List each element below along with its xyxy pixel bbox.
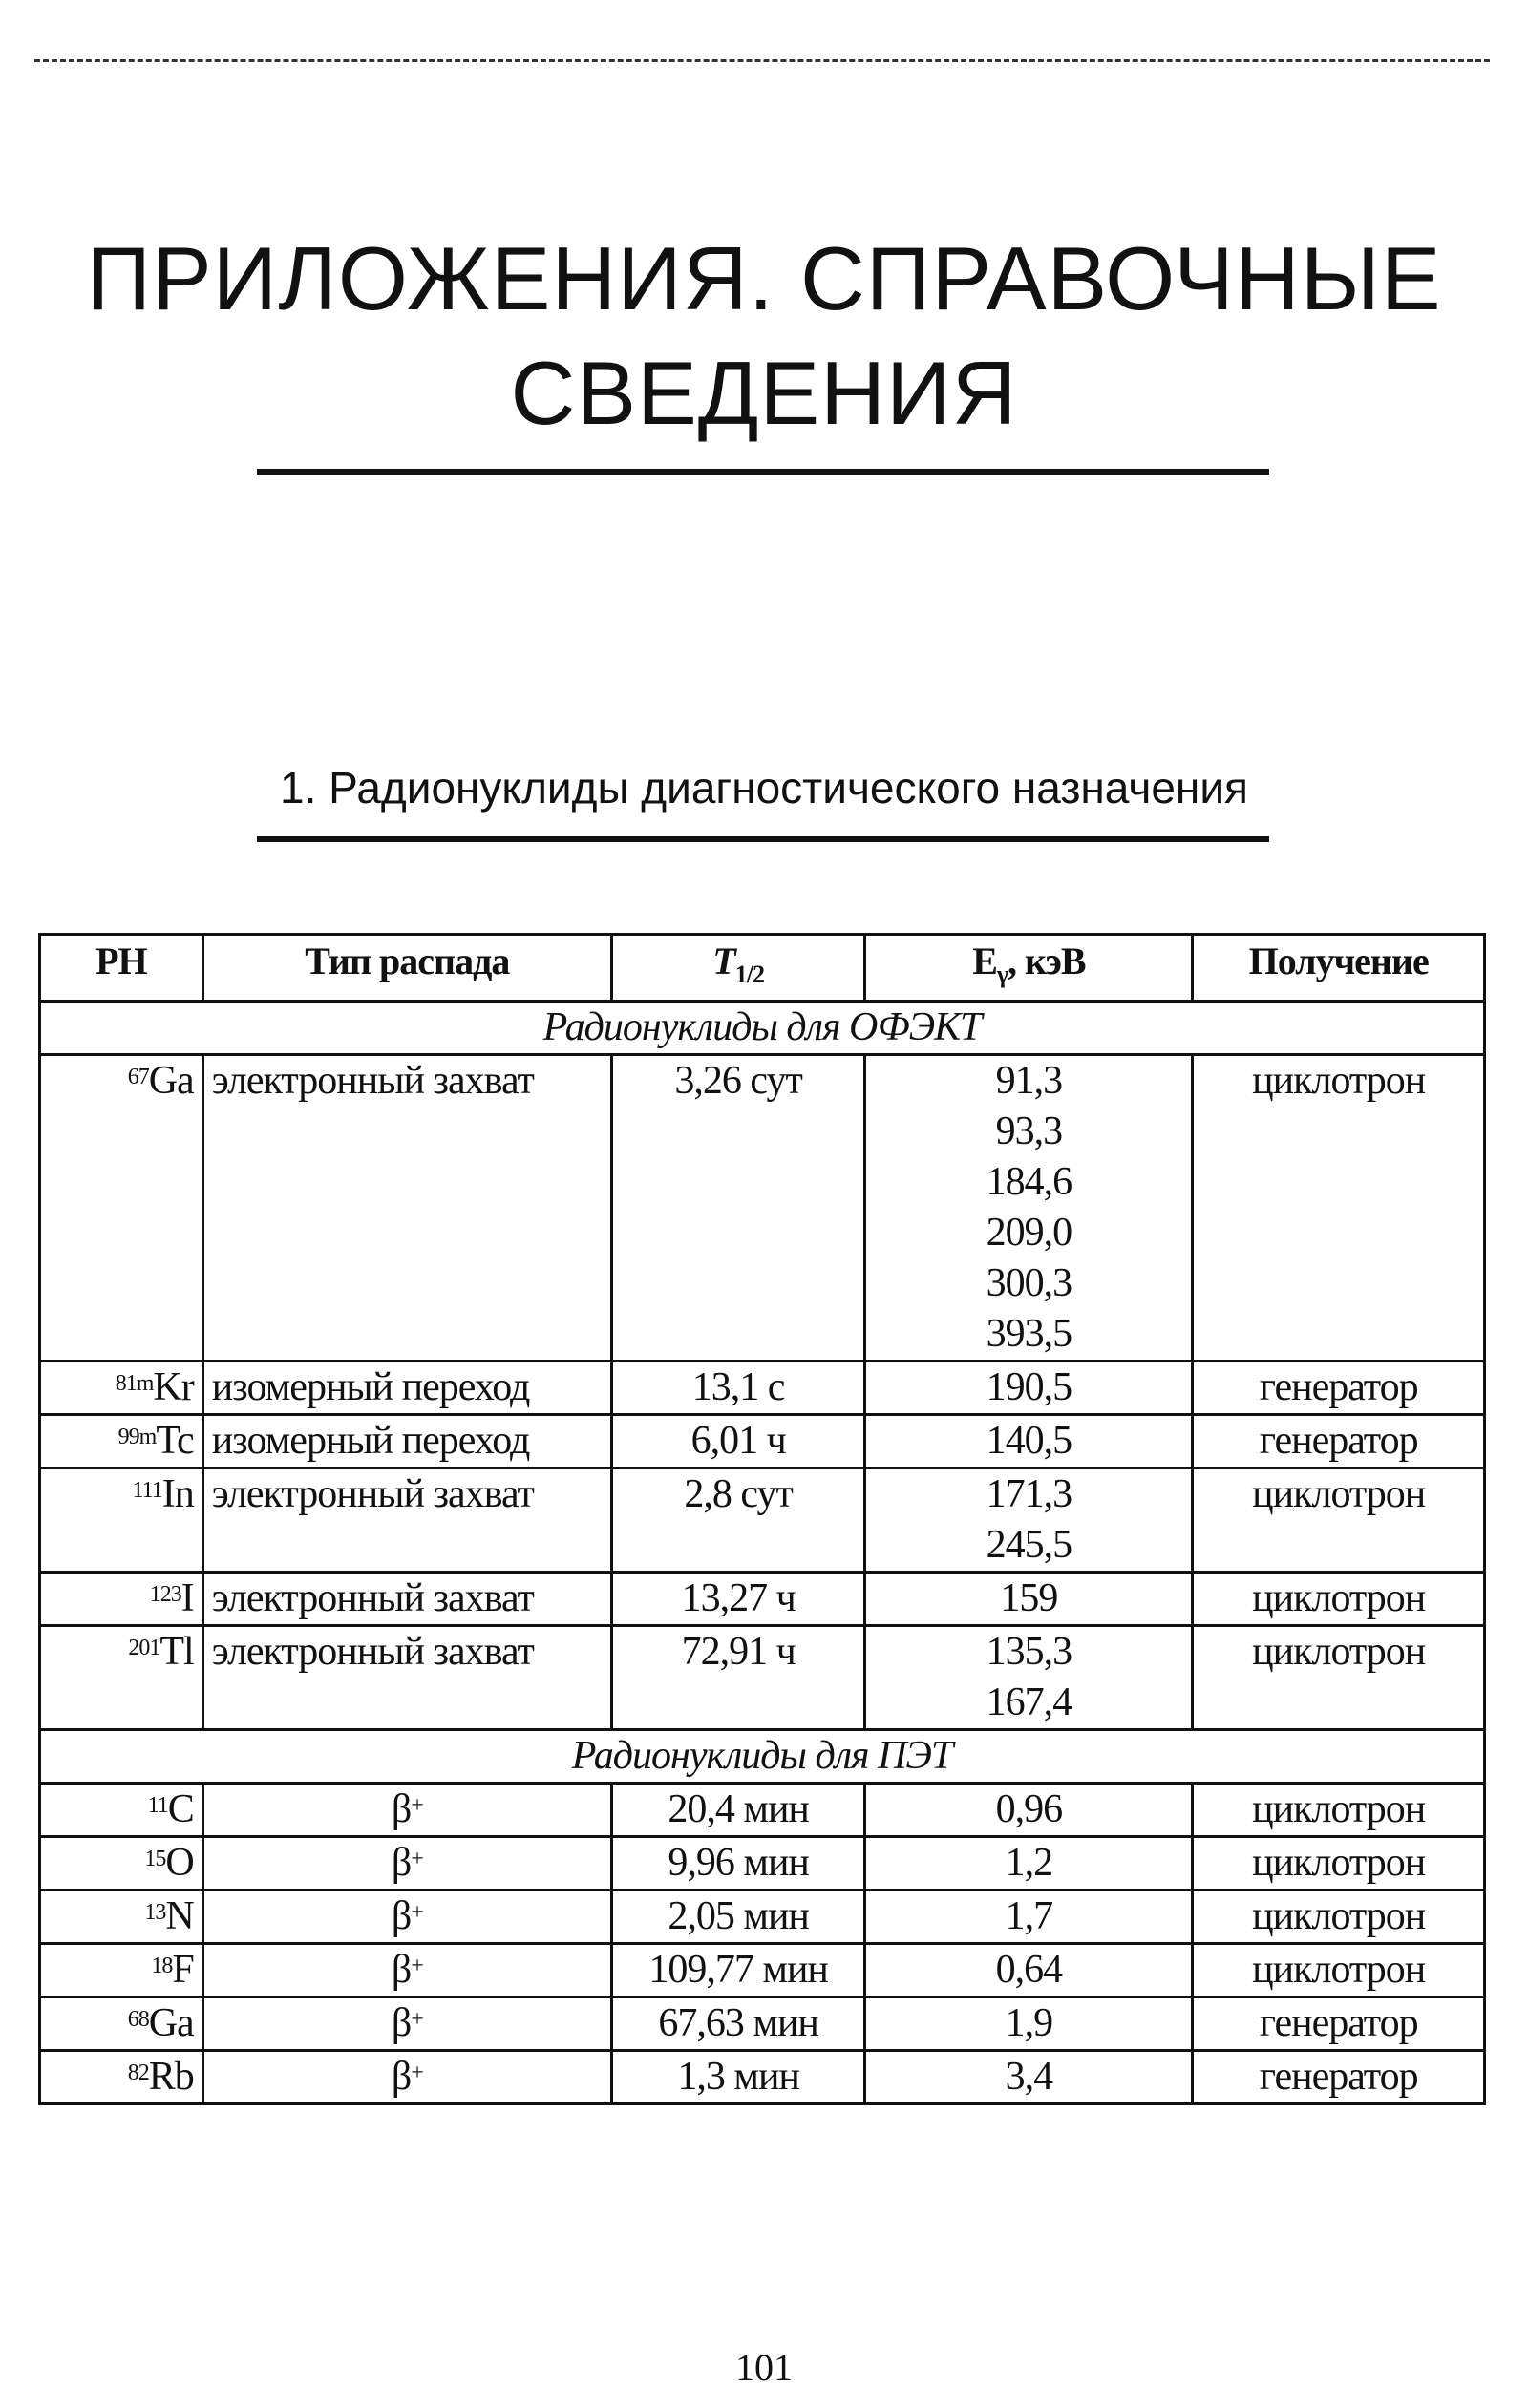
cell-decay: β+ (202, 1784, 611, 1837)
table-header-row (40, 935, 1485, 1002)
table-row (40, 1573, 1485, 1626)
energy-value: 1,2 (1005, 1841, 1053, 1885)
cell-nuclide: $^{15}$O (40, 1837, 203, 1890)
table-row (40, 2051, 1485, 2104)
cell-nuclide: $^{67}$Ga (40, 1055, 203, 1362)
energy-value: 0,64 (995, 1948, 1063, 1992)
table-row (40, 1468, 1485, 1573)
table-row (40, 1997, 1485, 2051)
cell-production: генератор (1193, 2051, 1485, 2104)
cell-energy (865, 1626, 1193, 1730)
section-underline (257, 836, 1269, 842)
cell-half-life: 1,3 мин (611, 2051, 864, 2104)
energy-value: 93,3 (995, 1109, 1063, 1153)
cell-decay: β+ (202, 1997, 611, 2051)
radionuclide-table (38, 933, 1486, 2105)
table-row (40, 1626, 1485, 1730)
group-row (40, 1002, 1485, 1055)
cell-half-life: 9,96 мин (611, 1837, 864, 1890)
table-row (40, 1837, 1485, 1890)
energy-value: 167,4 (986, 1680, 1072, 1724)
energy-value: 3,4 (1005, 2055, 1053, 2099)
cell-nuclide: $^{18}$F (40, 1944, 203, 1997)
dashed-separator (34, 59, 1490, 62)
cell-energy (865, 1362, 1193, 1415)
cell-decay: β+ (202, 1837, 611, 1890)
cell-half-life: 72,91 ч (611, 1626, 864, 1730)
table-row (40, 1055, 1485, 1362)
header-energy: $E_\gamma$, кэВ (865, 935, 1193, 1002)
cell-production: циклотрон (1193, 1784, 1485, 1837)
energy-value: 0,96 (995, 1787, 1063, 1831)
cell-production: генератор (1193, 1415, 1485, 1468)
cell-production: циклотрон (1193, 1837, 1485, 1890)
cell-production: циклотрон (1193, 1468, 1485, 1573)
cell-energy (865, 1573, 1193, 1626)
table-row (40, 1890, 1485, 1944)
title-underline (257, 469, 1269, 475)
cell-half-life: 3,26 сут (611, 1055, 864, 1362)
energy-value: 184,6 (986, 1160, 1072, 1204)
cell-half-life: 67,63 мин (611, 1997, 864, 2051)
cell-nuclide: $^{201}$Tl (40, 1626, 203, 1730)
cell-production: циклотрон (1193, 1573, 1485, 1626)
header-half-life: $T_{1/2}$ (611, 935, 864, 1002)
title-line-1: ПРИЛОЖЕНИЯ. СПРАВОЧНЫЕ (86, 228, 1442, 328)
cell-half-life: 109,77 мин (611, 1944, 864, 1997)
cell-energy (865, 2051, 1193, 2104)
cell-decay: β+ (202, 2051, 611, 2104)
cell-production: циклотрон (1193, 1626, 1485, 1730)
table-row (40, 1944, 1485, 1997)
group-row (40, 1730, 1485, 1784)
table-row (40, 1415, 1485, 1468)
cell-half-life: 20,4 мин (611, 1784, 864, 1837)
page-title (0, 222, 1528, 451)
cell-energy (865, 1415, 1193, 1468)
cell-nuclide: $^{99m}$Tc (40, 1415, 203, 1468)
header-rn: РН (40, 935, 203, 1002)
energy-value: 1,9 (1005, 2001, 1053, 2045)
energy-value: 140,5 (986, 1419, 1072, 1463)
cell-decay: электронный захват (202, 1055, 611, 1362)
table-row (40, 1784, 1485, 1837)
cell-decay: изомерный переход (202, 1415, 611, 1468)
energy-value: 171,3 (986, 1472, 1072, 1516)
page-number: 101 (735, 2346, 793, 2389)
cell-energy (865, 1055, 1193, 1362)
cell-decay: β+ (202, 1890, 611, 1944)
cell-production: генератор (1193, 1997, 1485, 2051)
cell-decay: электронный захват (202, 1626, 611, 1730)
cell-half-life: 2,05 мин (611, 1890, 864, 1944)
cell-nuclide: $^{13}$N (40, 1890, 203, 1944)
energy-value: 209,0 (986, 1211, 1072, 1255)
energy-value: 1,7 (1005, 1894, 1053, 1938)
cell-nuclide: $^{123}$I (40, 1573, 203, 1626)
cell-energy (865, 1944, 1193, 1997)
table-row (40, 1362, 1485, 1415)
cell-production: генератор (1193, 1362, 1485, 1415)
cell-energy (865, 1997, 1193, 2051)
cell-production: циклотрон (1193, 1890, 1485, 1944)
cell-half-life: 13,1 с (611, 1362, 864, 1415)
cell-production: циклотрон (1193, 1944, 1485, 1997)
energy-value: 300,3 (986, 1261, 1072, 1305)
energy-value: 135,3 (986, 1630, 1072, 1674)
energy-value: 190,5 (986, 1365, 1072, 1409)
energy-value: 245,5 (986, 1523, 1072, 1567)
cell-nuclide: $^{68}$Ga (40, 1997, 203, 2051)
cell-decay: изомерный переход (202, 1362, 611, 1415)
cell-nuclide: $^{81m}$Kr (40, 1362, 203, 1415)
cell-energy (865, 1784, 1193, 1837)
cell-nuclide: $^{11}$C (40, 1784, 203, 1837)
cell-decay: электронный захват (202, 1573, 611, 1626)
section-title: 1. Радионуклиды диагностического назначения (280, 763, 1248, 813)
energy-value: 91,3 (995, 1059, 1063, 1103)
group-label: Радионуклиды для ПЭТ (40, 1730, 1485, 1784)
cell-production: циклотрон (1193, 1055, 1485, 1362)
energy-value: 159 (1000, 1576, 1058, 1620)
header-production: Получение (1193, 935, 1485, 1002)
cell-energy (865, 1890, 1193, 1944)
cell-energy (865, 1837, 1193, 1890)
group-label: Радионуклиды для ОФЭКТ (40, 1002, 1485, 1055)
cell-energy (865, 1468, 1193, 1573)
title-line-2: СВЕДЕНИЯ (510, 343, 1018, 443)
cell-decay: β+ (202, 1944, 611, 1997)
energy-value: 393,5 (986, 1312, 1072, 1356)
cell-half-life: 2,8 сут (611, 1468, 864, 1573)
header-decay: Тип распада (202, 935, 611, 1002)
cell-nuclide: $^{82}$Rb (40, 2051, 203, 2104)
cell-decay: электронный захват (202, 1468, 611, 1573)
cell-half-life: 6,01 ч (611, 1415, 864, 1468)
cell-nuclide: $^{111}$In (40, 1468, 203, 1573)
cell-half-life: 13,27 ч (611, 1573, 864, 1626)
